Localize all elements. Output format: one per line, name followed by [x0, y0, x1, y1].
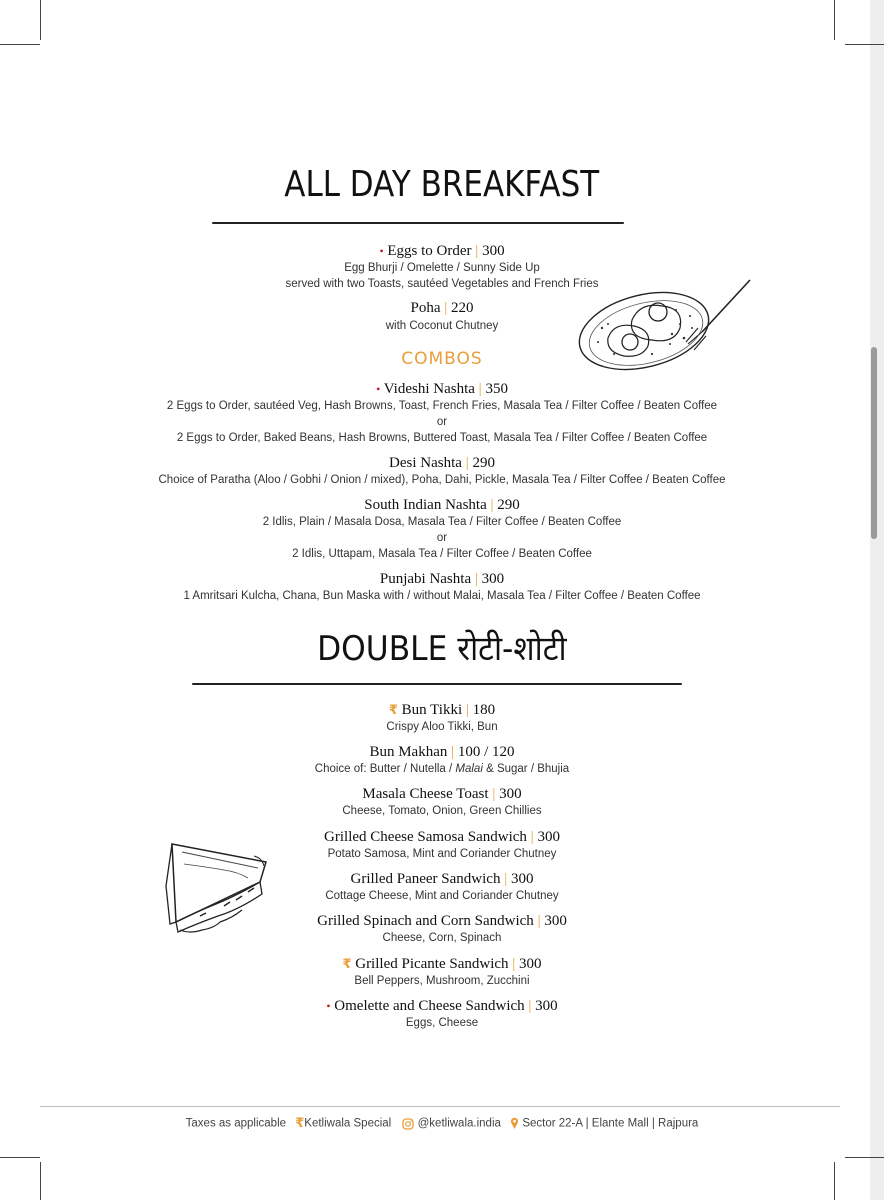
- instagram-icon: [402, 1118, 414, 1130]
- title-underline: [192, 683, 682, 685]
- menu-item-south-indian: [0, 496, 884, 514]
- title-underline: [212, 222, 624, 224]
- taxes-note: Taxes as applicable: [185, 1117, 287, 1130]
- crop-mark: [845, 44, 884, 45]
- item-name: Bun Makhan: [369, 744, 448, 760]
- item-price: 300: [537, 829, 560, 845]
- price-separator: |: [474, 571, 478, 587]
- nonveg-dot-icon: •: [376, 382, 381, 396]
- ketliwala-special-icon: ₹: [388, 703, 398, 718]
- footer-divider: [40, 1106, 840, 1107]
- item-description: 2 Idlis, Plain / Masala Dosa, Masala Tea / Filter Coffee / Beaten Coffee: [262, 516, 622, 528]
- item-description: Cheese, Tomato, Onion, Green Chillies: [342, 805, 542, 817]
- crop-mark: [845, 1157, 884, 1158]
- item-name: Videshi Nashta: [383, 381, 475, 397]
- price-separator: |: [465, 455, 469, 471]
- ketliwala-special-icon: ₹: [295, 1116, 305, 1131]
- item-price: 290: [472, 455, 495, 471]
- item-name: Punjabi Nashta: [379, 571, 472, 587]
- price-separator: |: [537, 913, 541, 929]
- crop-mark: [40, 1162, 41, 1200]
- menu-item-paneer-sandwich: [0, 870, 884, 888]
- item-price: 300: [482, 243, 505, 259]
- crop-mark: [0, 44, 40, 45]
- price-separator: |: [444, 300, 448, 316]
- price-separator: |: [530, 829, 534, 845]
- menu-item-picante-sandwich: [0, 955, 884, 974]
- price-separator: |: [512, 956, 516, 972]
- item-name: Desi Nashta: [389, 455, 462, 471]
- menu-item-samosa-sandwich: [0, 828, 884, 846]
- item-description: 1 Amritsari Kulcha, Chana, Bun Maska with / without Malai, Masala Tea / Filter Coffee / Beaten Coffee: [183, 590, 701, 602]
- item-description: 2 Eggs to Order, Baked Beans, Hash Browns, Buttered Toast, Masala Tea / Filter Coffee / Beaten Coffee: [176, 432, 708, 444]
- item-description: Potato Samosa, Mint and Coriander Chutney: [327, 848, 557, 860]
- item-price: 300: [519, 956, 542, 972]
- price-separator: |: [528, 998, 532, 1014]
- price-separator: |: [478, 381, 482, 397]
- item-name: Eggs to Order: [387, 243, 472, 259]
- menu-item-punjabi: [0, 570, 884, 588]
- item-price: 220: [451, 300, 474, 316]
- menu-item-spinach-sandwich: [0, 912, 884, 930]
- item-description: Cottage Cheese, Mint and Coriander Chutney: [325, 890, 559, 902]
- nonveg-dot-icon: •: [326, 999, 331, 1013]
- menu-item-desi: [0, 454, 884, 472]
- item-price: 290: [497, 497, 520, 513]
- item-name: Grilled Paneer Sandwich: [350, 871, 501, 887]
- item-description: Choice of Paratha (Aloo / Gobhi / Onion / mixed), Poha, Dahi, Pickle, Masala Tea / Filter Coffee / Beaten Coffee: [158, 474, 726, 486]
- price-separator: |: [492, 786, 496, 802]
- item-name: Grilled Picante Sandwich: [355, 956, 509, 972]
- combos-subtitle: COMBOS: [401, 349, 483, 369]
- desc-italic-text: Malai: [455, 763, 483, 775]
- item-price: 300: [544, 913, 567, 929]
- address-text: Sector 22-A | Elante Mall | Rajpura: [522, 1117, 699, 1130]
- menu-item-bun-makhan: [0, 743, 884, 761]
- item-description: served with two Toasts, sautéed Vegetables and French Fries: [285, 278, 599, 290]
- desc-text: & Sugar / Bhujia: [482, 763, 570, 775]
- crop-mark: [834, 1162, 835, 1200]
- or-separator: or: [436, 532, 448, 544]
- item-name: Bun Tikki: [401, 702, 463, 718]
- price-separator: |: [465, 702, 469, 718]
- price-separator: |: [504, 871, 508, 887]
- breakfast-section-title: ALL DAY BREAKFAST: [284, 164, 600, 205]
- item-price: 300: [535, 998, 558, 1014]
- item-price: 300: [510, 871, 534, 887]
- nonveg-dot-icon: •: [379, 244, 384, 258]
- item-description: 2 Idlis, Uttapam, Masala Tea / Filter Coffee / Beaten Coffee: [292, 548, 592, 560]
- crop-mark: [40, 0, 41, 40]
- desc-text: Choice of: Butter / Nutella /: [314, 763, 456, 775]
- item-description: Eggs, Cheese: [405, 1017, 479, 1029]
- item-description: Crispy Aloo Tikki, Bun: [386, 721, 498, 733]
- item-name: South Indian Nashta: [364, 497, 487, 513]
- menu-footer: [0, 1116, 884, 1131]
- sandwich-illustration: [162, 836, 276, 940]
- item-description: Cheese, Corn, Spinach: [382, 932, 502, 944]
- item-description: Bell Peppers, Mushroom, Zucchini: [354, 975, 530, 987]
- item-name: Masala Cheese Toast: [362, 786, 489, 802]
- menu-item-bun-tikki: [0, 701, 884, 720]
- special-legend: Ketliwala Special: [304, 1117, 392, 1130]
- item-price: 180: [472, 702, 496, 718]
- crop-mark: [834, 0, 835, 40]
- menu-item-videshi: [0, 380, 884, 398]
- item-price: 100 / 120: [457, 744, 515, 760]
- double-roti-section-title: DOUBLE रोटी-शोटी: [317, 629, 567, 669]
- item-name: Omelette and Cheese Sandwich: [334, 998, 525, 1014]
- crop-mark: [0, 1157, 40, 1158]
- item-price: 300: [481, 571, 505, 587]
- menu-item-omelette-sandwich: [0, 997, 884, 1015]
- location-pin-icon: [510, 1117, 519, 1130]
- instagram-handle[interactable]: @ketliwala.india: [417, 1117, 501, 1130]
- or-separator: or: [436, 416, 448, 428]
- item-description: Egg Bhurji / Omelette / Sunny Side Up: [344, 262, 540, 274]
- item-name: Grilled Cheese Samosa Sandwich: [324, 829, 527, 845]
- menu-item-masala-toast: [0, 785, 884, 803]
- item-name: Grilled Spinach and Corn Sandwich: [317, 913, 534, 929]
- item-price: 300: [499, 786, 522, 802]
- item-description: with Coconut Chutney: [385, 320, 499, 332]
- ketliwala-special-icon: ₹: [342, 957, 352, 972]
- item-description: [0, 762, 884, 776]
- price-separator: |: [490, 497, 494, 513]
- item-price: 350: [485, 381, 508, 397]
- price-separator: |: [451, 744, 455, 760]
- item-name: Poha: [410, 300, 441, 316]
- menu-item-eggs: [0, 242, 884, 260]
- item-description: 2 Eggs to Order, sautéed Veg, Hash Browns, Toast, French Fries, Masala Tea / Filter Coffee / Beaten Coffee: [166, 400, 718, 412]
- price-separator: |: [475, 243, 479, 259]
